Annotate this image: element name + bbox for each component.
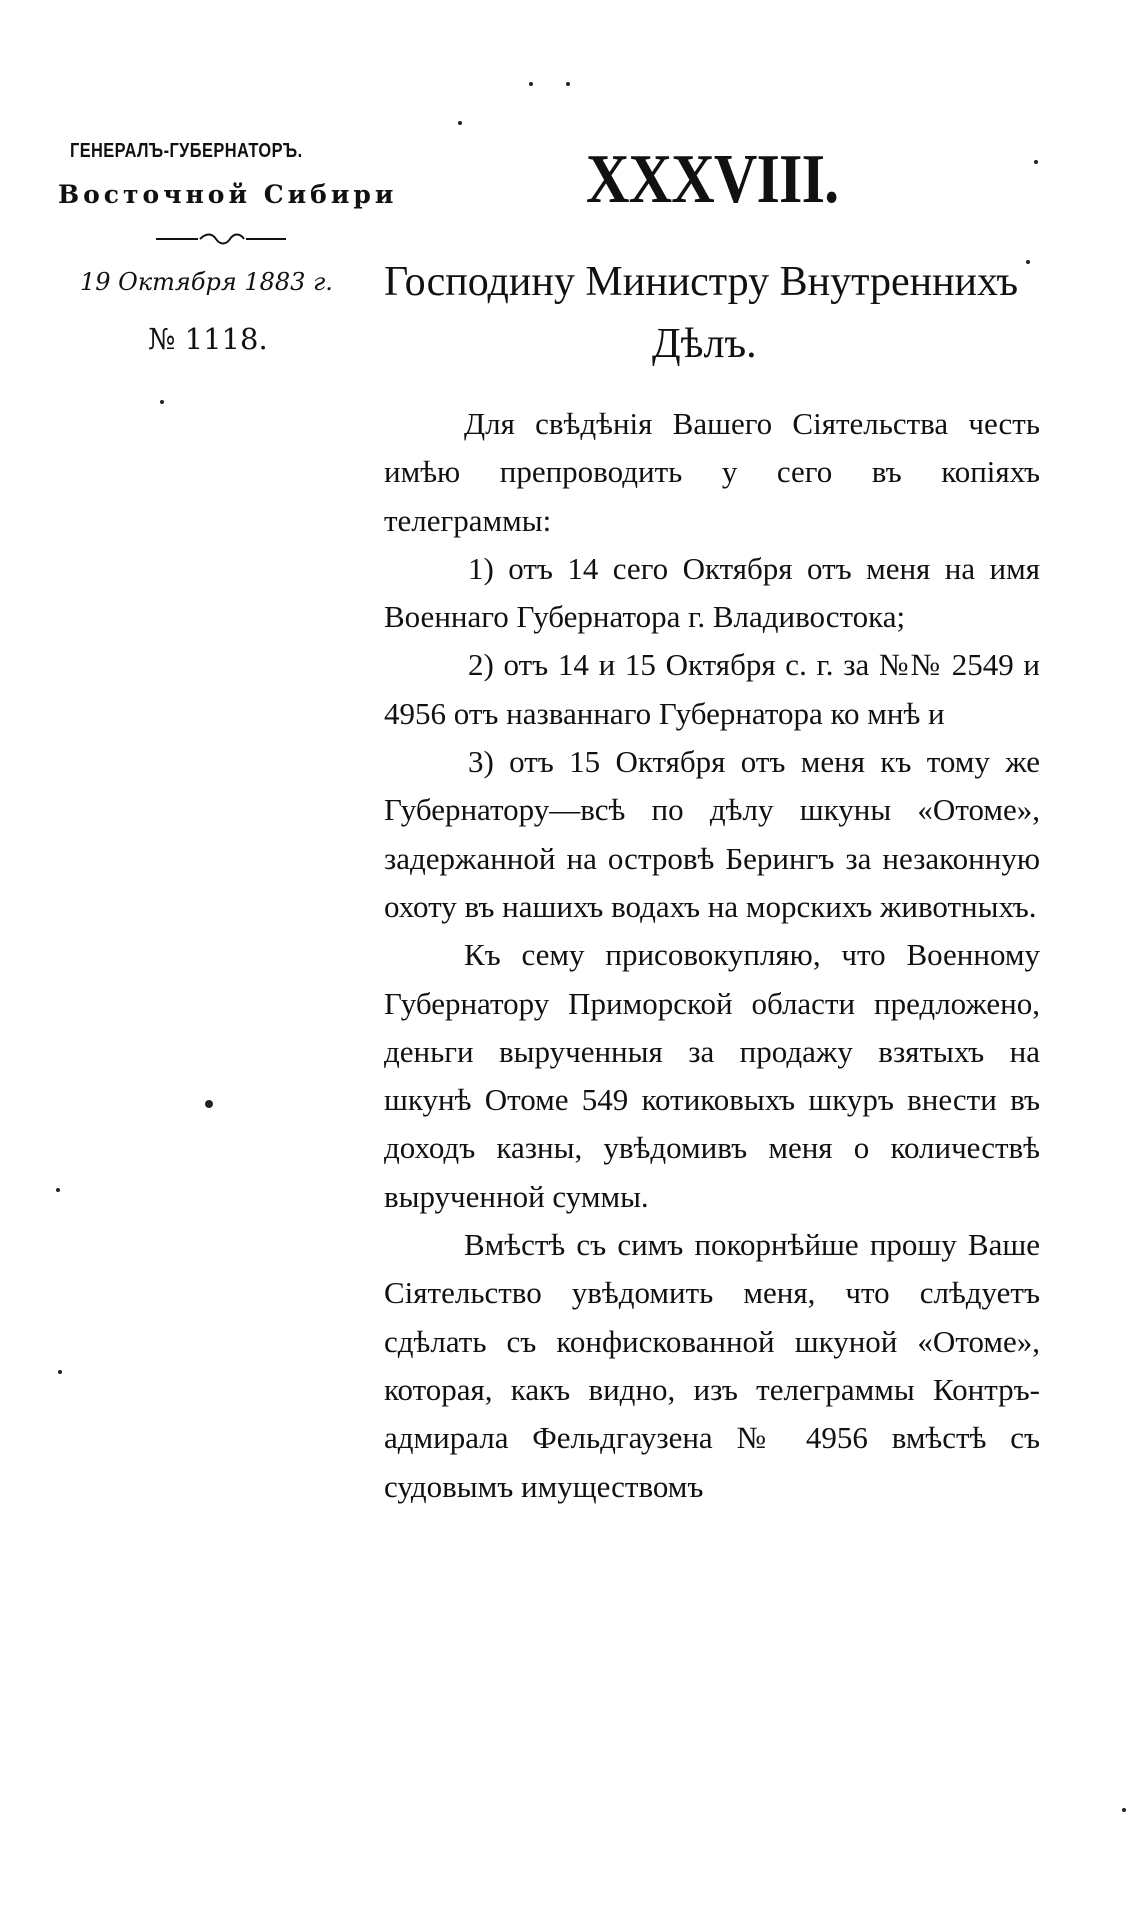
scan-speck bbox=[458, 121, 462, 125]
body-paragraph-2: Къ сему присовокупляю, что Военному Губернатору Приморской области предложено, деньги вырученныя за продажу взятыхъ на шкунѣ Отоме 549 котиковыхъ шкуръ внести въ доходъ казны, увѣдомивъ меня о количествѣ вырученной суммы. bbox=[384, 937, 1040, 1214]
scan-speck bbox=[1122, 1808, 1126, 1812]
body-paragraph-intro: Для свѣдѣнія Вашего Сіятельства честь имѣю препроводить у сего въ копіяхъ телеграммы: bbox=[384, 406, 1040, 538]
scan-speck bbox=[566, 82, 570, 86]
scan-speck bbox=[160, 400, 164, 404]
ornamental-divider bbox=[156, 232, 286, 246]
letter-date: 19 Октября 1883 г. bbox=[80, 268, 333, 296]
scan-speck bbox=[1034, 160, 1038, 164]
scan-speck bbox=[205, 1100, 213, 1108]
letter-body bbox=[384, 400, 1040, 1511]
addressee-line-2: Дѣлъ. bbox=[652, 321, 757, 367]
addressee-line-1: Господину Министру Внутреннихъ bbox=[384, 259, 1019, 305]
sender-title: ГЕНЕРАЛЪ-ГУБЕРНАТОРЪ. bbox=[70, 140, 303, 162]
document-number: XXXVIII. bbox=[586, 141, 839, 218]
body-list-item-2: 2) отъ 14 и 15 Октября с. г. за №№ 2549 и 4956 отъ названнаго Губернатора ко мнѣ и bbox=[384, 647, 1040, 731]
scan-speck bbox=[56, 1188, 60, 1192]
scan-speck bbox=[58, 1370, 62, 1374]
sender-region: Восточной Сибири bbox=[58, 180, 398, 209]
letter-number: № 1118. bbox=[148, 322, 268, 356]
body-paragraph-3: Вмѣстѣ съ симъ покорнѣйше прошу Ваше Сіятельство увѣдомить меня, что слѣдуетъ сдѣлать съ конфискованной шкуной «Отоме», которая, какъ видно, изъ телеграммы Контръ-адмирала Фельдгаузена № 4956 вмѣстѣ съ судовымъ имуществомъ bbox=[384, 1227, 1040, 1504]
body-list-item-1: 1) отъ 14 сего Октября отъ меня на имя Военнаго Губернатора г. Владивостока; bbox=[384, 550, 1040, 635]
scan-speck bbox=[1026, 260, 1030, 264]
scan-speck bbox=[529, 82, 533, 86]
body-list-item-3: 3) отъ 15 Октября отъ меня къ тому же Губернатору—всѣ по дѣлу шкуны «Отоме», задержанной на островѣ Берингъ за незаконную охоту въ нашихъ водахъ на морскихъ животныхъ. bbox=[384, 744, 1040, 924]
